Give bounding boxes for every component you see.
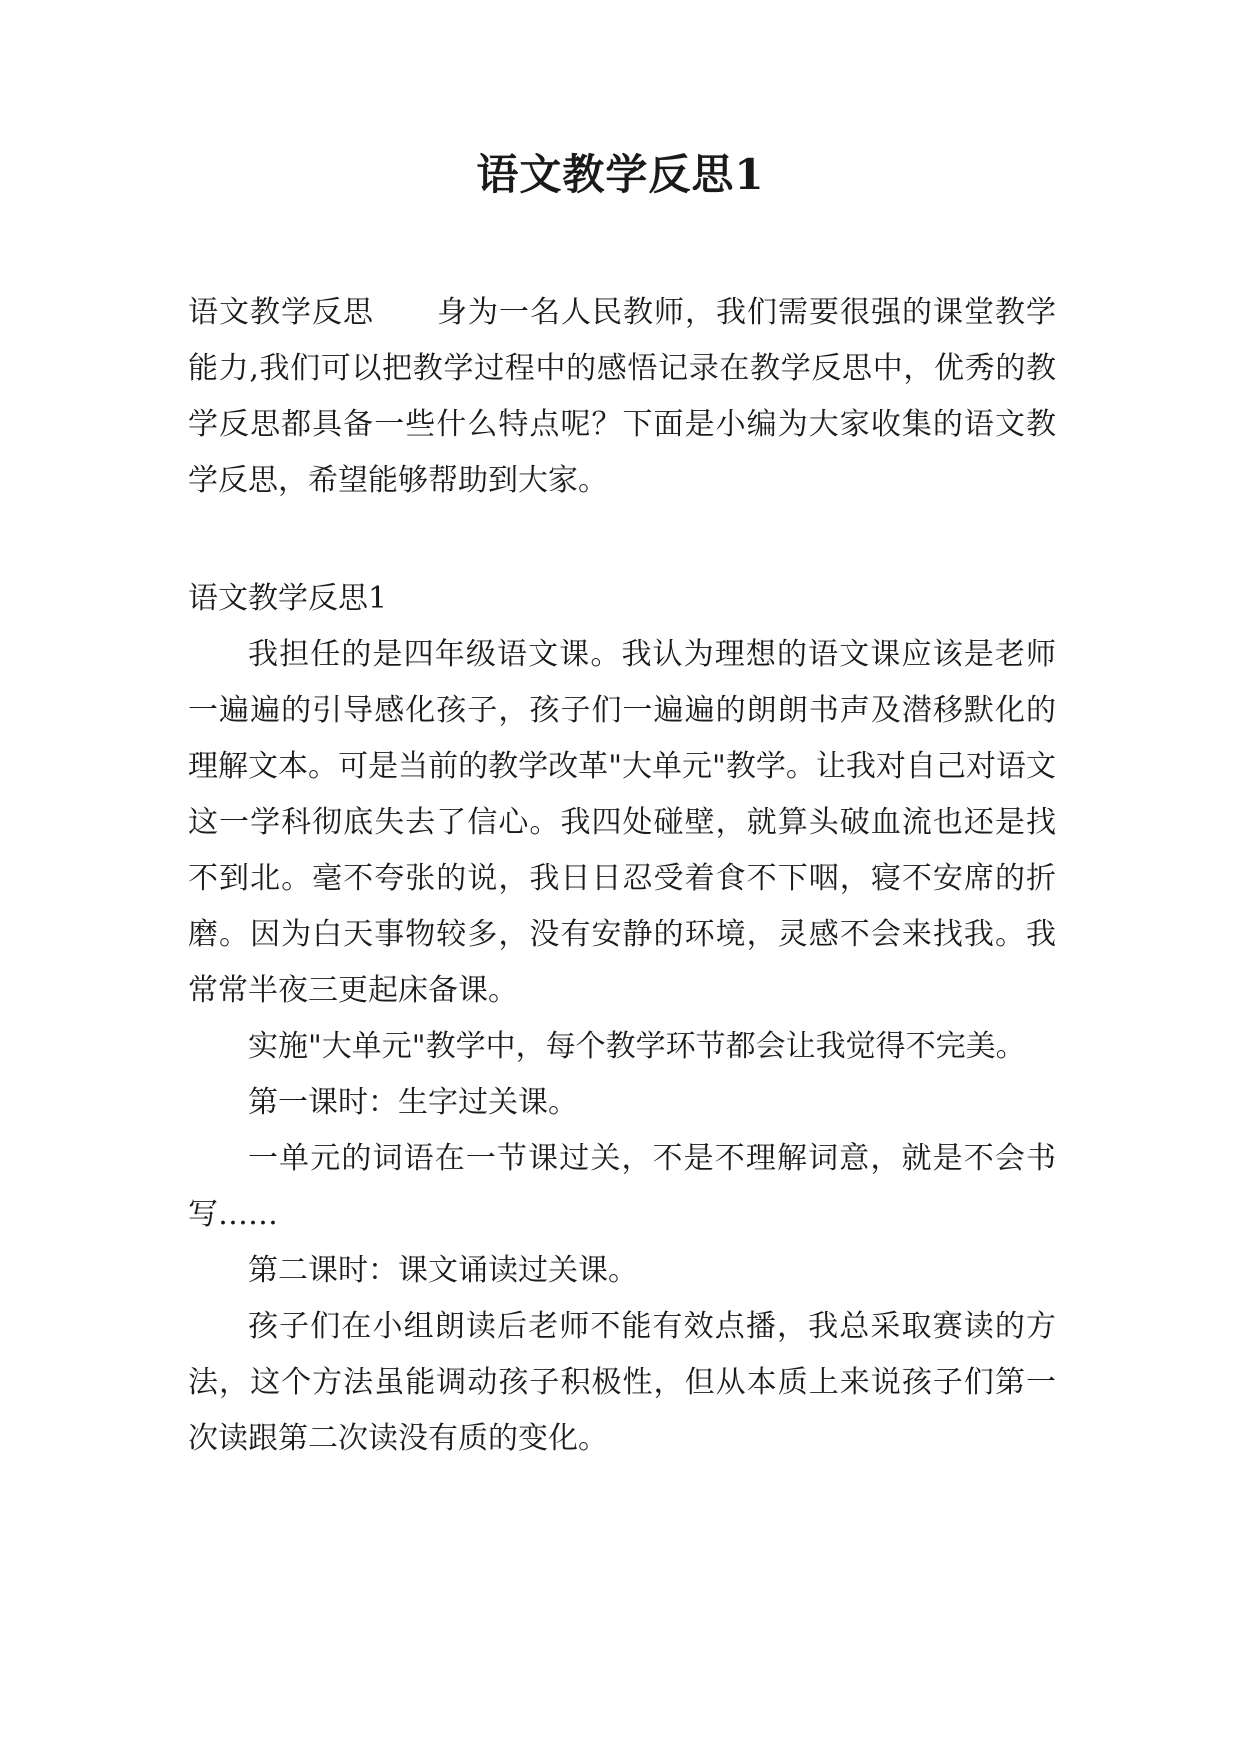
body-paragraph: 实施"大单元"教学中，每个教学环节都会让我觉得不完美。 (248, 1029, 1026, 1064)
document-title: 语文教学反思1 (476, 150, 765, 199)
paragraph-gap (188, 509, 1056, 571)
body-paragraph: 我担任的是四年级语文课。我认为理想的语文课应该是老师一遍遍的引导感化孩子，孩子们一遍遍的朗朗书声及潜移默化的理解文本。可是当前的教学改革"大单元"教学。让我对自己对语文这一学科彻底失去了信心。我四处碰壁，就算头破血流也还是找不到北。毫不夸张的说，我日日忍受着食不下咽，寝不安席的折磨。因为白天事物较多，没有安静的环境，灵感不会来找我。我常常半夜三更起床备课。 (188, 637, 1056, 1008)
document-body (188, 285, 1056, 1467)
body-paragraph: 孩子们在小组朗读后老师不能有效点播，我总采取赛读的方法，这个方法虽能调动孩子积极性，但从本质上来说孩子们第一次读跟第二次读没有质的变化。 (188, 1309, 1056, 1456)
body-paragraph: 第一课时：生字过关课。 (248, 1085, 578, 1120)
body-paragraph: 第二课时：课文诵读过关课。 (248, 1253, 638, 1288)
section-heading: 语文教学反思1 (188, 581, 388, 616)
intro-text: 身为一名人民教师，我们需要很强的课堂教学能力,我们可以把教学过程中的感悟记录在教学反思中，优秀的教学反思都具备一些什么特点呢？下面是小编为大家收集的语文教学反思，希望能够帮助到大家。 (188, 295, 1056, 498)
body-paragraph: 一单元的词语在一节课过关，不是不理解词意，就是不会书写…… (188, 1141, 1056, 1232)
intro-paragraph (188, 285, 1056, 509)
intro-lead: 语文教学反思 (188, 295, 374, 330)
